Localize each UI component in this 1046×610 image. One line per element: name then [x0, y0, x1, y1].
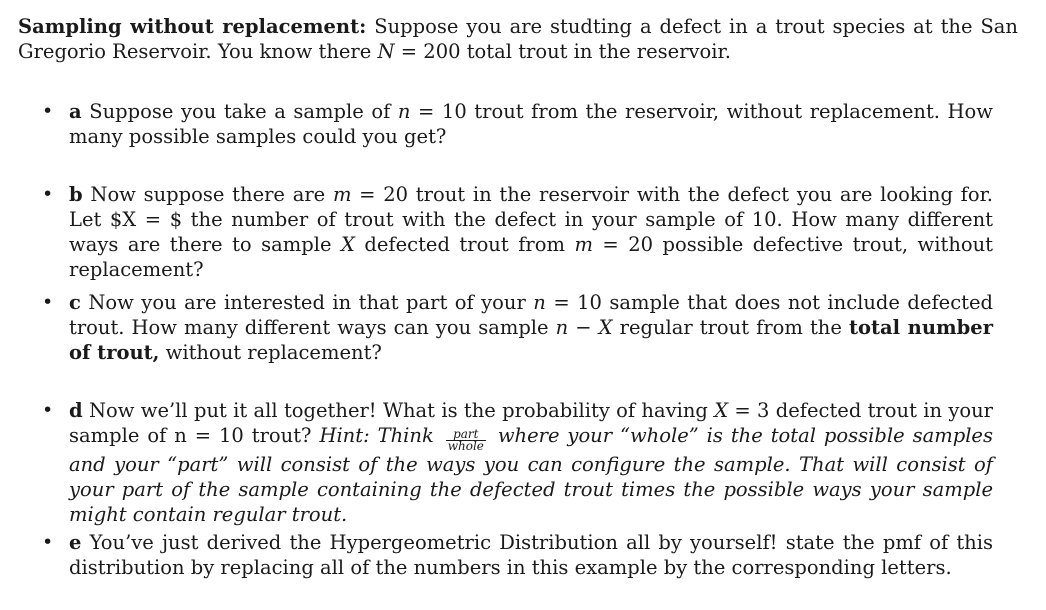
item-text: = 10 sample that does not include defected trout. How many different ways can you sample: [69, 291, 993, 339]
bullet-icon: •: [42, 531, 54, 553]
item-text: You’ve just derived the Hypergeometric Distribution all by yourself! state the pmf of this distribution by replacing all of the numbers in this example by the corresponding letters.: [69, 531, 993, 579]
fraction-denominator: whole: [447, 439, 484, 453]
math-var: n: [533, 291, 546, 314]
item-text: Now you are interested in that part of your: [80, 291, 534, 314]
item-label: c: [69, 291, 81, 314]
item-text: = 20 possible defective trout, without replacement?: [69, 233, 994, 281]
item-text: = 10 trout from the reservoir, without replacement. How many possible samples could you get?: [69, 100, 993, 148]
intro-paragraph: [18, 14, 1018, 64]
item-text: without replacement?: [159, 341, 382, 364]
math-var: m: [574, 233, 593, 256]
list-item-b: [42, 182, 994, 282]
item-text: Suppose you take a sample of: [81, 100, 398, 123]
intro-heading: Sampling without replacement:: [18, 15, 367, 38]
fraction-part-whole: [446, 429, 486, 452]
item-text: Now we’ll put it all together! What is the probability of having: [82, 399, 715, 422]
hint-text: where your “whole” is the total possible samples and your “part” will consist of the ways you can configure the sample. That will consist of your part of the sample containing the defected trout times the possible ways your sample might contain regular trout.: [69, 424, 993, 526]
item-label: e: [69, 531, 82, 554]
bullet-icon: •: [42, 399, 54, 421]
item-text: = 20 trout in the reservoir with the defect you are looking for. Let $X = $ the number of trout with the defect in your sample of 10. How many different ways are there to sample: [69, 183, 994, 256]
math-var: n: [555, 316, 569, 339]
math-var: m: [332, 183, 352, 206]
math-var: X: [714, 399, 729, 422]
item-label: b: [69, 183, 83, 206]
item-label: a: [69, 100, 82, 123]
hint-label: Hint:: [319, 424, 370, 447]
list-item-a: [42, 99, 993, 149]
item-text: defected trout from: [354, 233, 575, 256]
list-item-c: [42, 290, 993, 365]
fraction-numerator: part: [446, 429, 486, 441]
bullet-icon: •: [42, 183, 54, 205]
intro-body: Suppose you are studting a defect in a trout species at the San Gregorio Reservoir. You know there: [18, 15, 1018, 63]
item-label: d: [69, 399, 83, 422]
item-text: regular trout from the: [612, 316, 849, 339]
item-text: Now suppose there are: [82, 183, 333, 206]
bullet-icon: •: [42, 291, 54, 313]
item-text: = 3 defected trout in your sample of n = 10 trout?: [69, 399, 993, 447]
item-text: −: [568, 316, 599, 339]
math-var: n: [397, 100, 411, 123]
list-item-d: [42, 398, 993, 527]
math-var: X: [341, 233, 355, 256]
math-var: X: [598, 316, 613, 339]
intro-var-n: N: [377, 40, 395, 63]
intro-n-eq: = 200 total trout in the reservoir.: [394, 40, 731, 63]
list-item-e: [42, 530, 993, 580]
item-bold-text: total number of trout,: [69, 316, 993, 364]
hint-text: Think: [369, 424, 442, 447]
bullet-icon: •: [42, 100, 54, 122]
